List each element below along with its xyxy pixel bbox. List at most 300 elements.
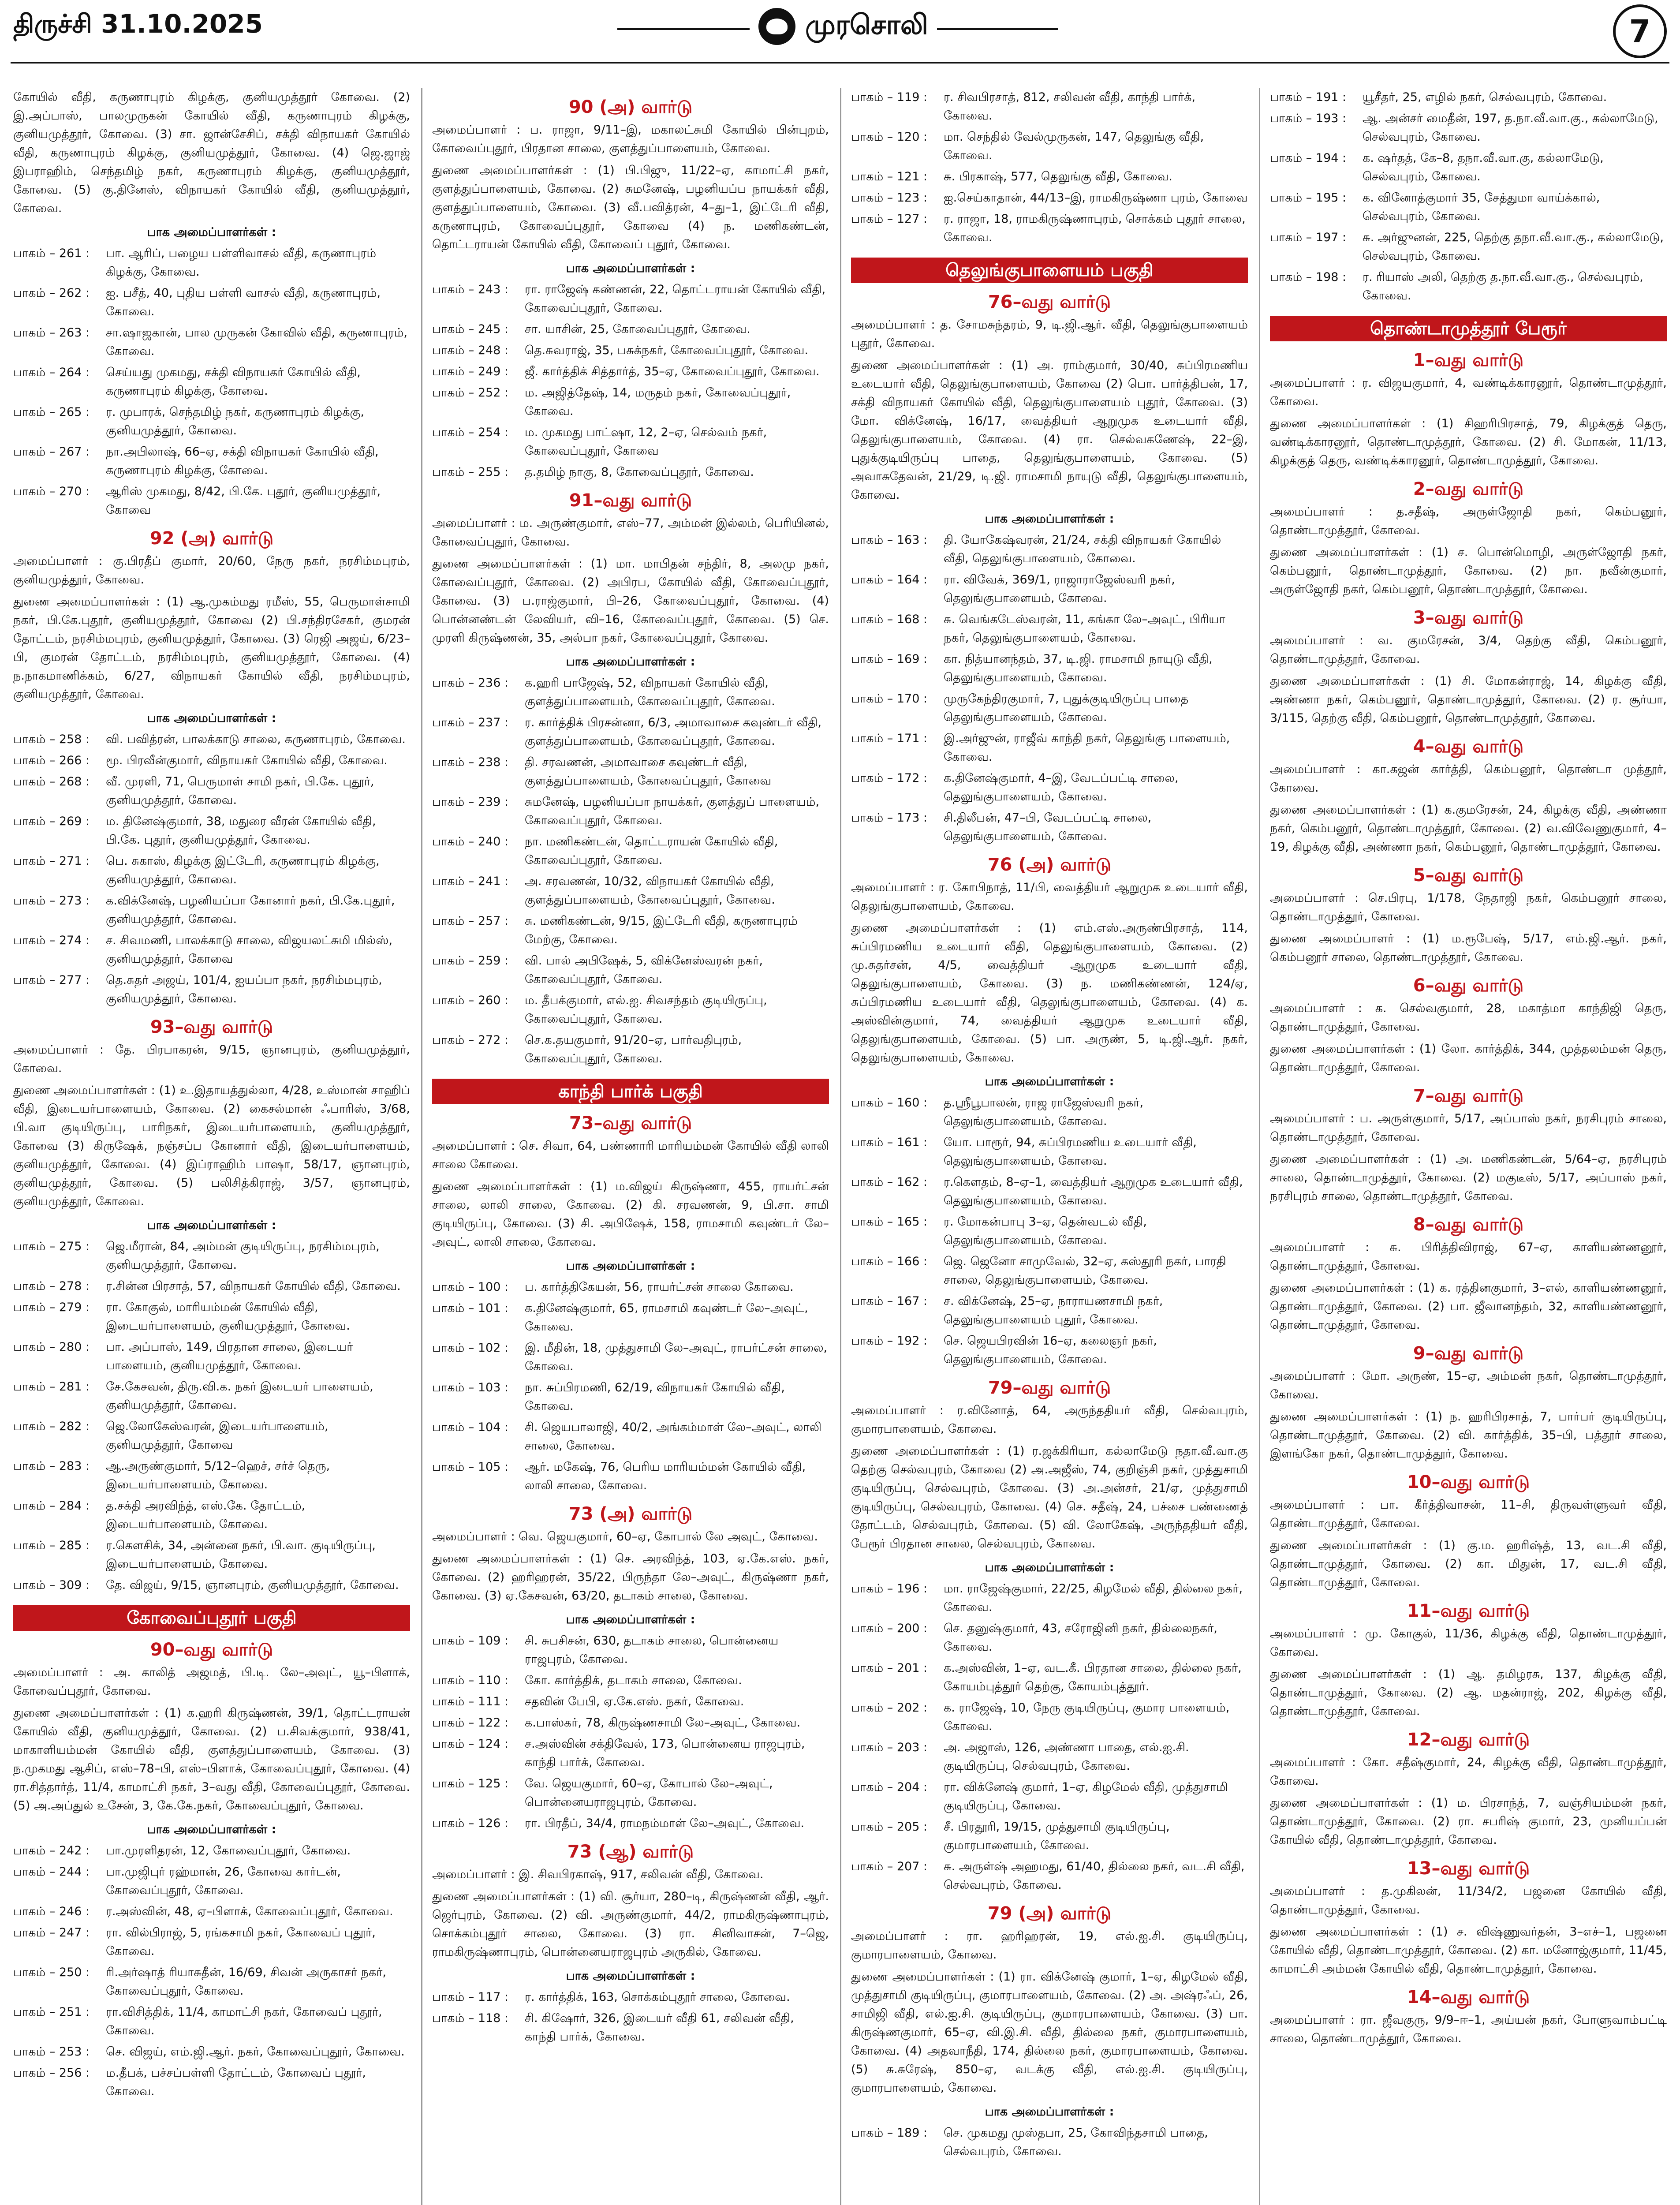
booth-organizer: க.அஸ்வின், 1–ஏ, வட.கீ. பிரதான சாலை, தில்லை நகர், கோயம்புத்தூர் தெற்கு, கோயம்புத்தூர். bbox=[944, 1661, 1242, 1693]
ward-heading: 3–வது வார்டு bbox=[1413, 608, 1524, 628]
booth-organizer: வே. ஜெயகுமார், 60–ஏ, கோபால் லே–அவுட், பொன்னையராஜபுரம், கோவை. bbox=[525, 1777, 773, 1809]
deputy-line: துணை அமைப்பாளர்கள் : (1) உ.இதாயத்துல்லா, 4/28, உஸ்மான் சாஹிப் வீதி, இடையர்பாளையம், கோவை. (2) கைசல்மான் ஃபாரிஸ், 3/68, பி.வா குடியிருப்பு, பாரிநகர், இடையர்பாளையம், குனியமுத்தூர், கோவை (3) கிருஷேக், நஞ்சப்ப கோனார் வீதி, இடையர்பாளையம், குனியமுத்தூர், கோவை. (4) இப்ராஹிம் பாஷா, 58/17, ஞானபுரம், குனியமுத்தூர், கோவை. (5) பலிசித்கிராஜ், 3/57, ஞானபுரம், குனியமுத்தூர், கோவை. bbox=[13, 1084, 410, 1208]
ward-heading: 2–வது வார்டு bbox=[1413, 479, 1524, 499]
booth-row bbox=[432, 991, 829, 1028]
booth-organizer: ர.சின்ன பிரசாத், 57, விநாயகர் கோயில் வீதி, கோவை. bbox=[106, 1279, 401, 1293]
booth-row bbox=[851, 88, 1248, 125]
booth-row bbox=[13, 2043, 410, 2061]
booth-number: பாகம் – 246 : bbox=[13, 1905, 90, 1918]
booth-number: பாகம் – 121 : bbox=[851, 170, 928, 183]
column-1 bbox=[13, 88, 410, 2205]
booth-organizer: செ. விஜய், எம்.ஜி.ஆர். நகர், கோவைப்புதூர், கோவை. bbox=[106, 2045, 405, 2059]
booth-row bbox=[851, 1580, 1248, 1617]
booth-row bbox=[13, 1338, 410, 1375]
booth-row bbox=[432, 714, 829, 751]
deputy-line: துணை அமைப்பாளர்கள் : (1) லோ. கார்த்திக், 344, முத்தலம்மன் தெரு, தொண்டாமுத்தூர், கோவை. bbox=[1270, 1042, 1667, 1074]
booth-row bbox=[432, 363, 829, 381]
deputy-line: துணை அமைப்பாளர்கள் : (1) ம. பிரசாந்த், 7, வஞ்சியம்மன் நகர், தொண்டாமுத்தூர், கோவை. (2) ரா. சபரிஷ் குமார், 23, முனியப்பன் கோயில் வீதி, தொண்டாமுத்தூர், கோவை. bbox=[1270, 1796, 1667, 1847]
organizer-line: அமைப்பாளர் : வ. குமரேசன், 3/4, தெற்கு வீதி, கெம்பனூர், தொண்டாமுத்தூர், கோவை. bbox=[1270, 634, 1667, 666]
booth-row bbox=[1270, 189, 1667, 226]
booth-number: பாகம் – 197 : bbox=[1270, 231, 1347, 244]
booth-number: பாகம் – 166 : bbox=[851, 1255, 928, 1268]
booth-number: பாகம் – 275 : bbox=[13, 1240, 90, 1253]
deputy-line: துணை அமைப்பாளர்கள் : (1) ரா. விக்னேஷ் குமார், 1–ஏ, கிழமேல் வீதி, முத்துசாமி குடியிருப்பு, குமாரபாளையம், கோவை. (2) அ. அஷ்ரஃப், 26, சாமிஜி வீதி, எல்.ஐ.சி. குடியிருப்பு, குமாரபாளையம், கோவை. (3) பா. கிருஷ்ணகுமார், 65–ஏ, வி.இ.சி. வீதி, தில்லை நகர், குமாரபாளையம், கோவை. (4) அதவாநீதி, 174, தில்லை நகர், குமாரபாளையம், கோவை. (5) சு.சுரேஷ், 850–ஏ, வடக்கு வீதி, எல்.ஐ.சி. குடியிருப்பு, குமாரபாளையம், கோவை. bbox=[851, 1970, 1248, 2095]
ward-heading: 76 (அ) வார்டு bbox=[987, 855, 1112, 875]
booth-number: பாகம் – 237 : bbox=[432, 716, 509, 729]
booth-number: பாகம் – 163 : bbox=[851, 533, 928, 547]
booth-number: பாகம் – 102 : bbox=[432, 1341, 509, 1355]
booth-number: பாகம் – 277 : bbox=[13, 973, 90, 987]
booth-row bbox=[432, 341, 829, 360]
booth-organizer: சி. சுபசிசன், 630, தடாகம் சாலை, பொன்னைய ராஜபுரம், கோவை. bbox=[525, 1634, 779, 1666]
booth-number: பாகம் – 207 : bbox=[851, 1860, 928, 1873]
booth-number: பாகம் – 266 : bbox=[13, 754, 90, 767]
booth-number: பாகம் – 254 : bbox=[432, 426, 509, 439]
booth-organizer: ர.அஸ்வின், 48, ஏ–பிளாக், கோவைப்புதூர், கோவை. bbox=[106, 1905, 393, 1918]
booth-row bbox=[13, 931, 410, 968]
booth-organizer: அ. சரவணன், 10/32, விநாயகர் கோயில் வீதி, குளத்துப்பாளையம், கோவைப்புதூர், கோவை. bbox=[525, 875, 775, 907]
booth-row bbox=[13, 244, 410, 281]
booth-organizer: க. ராஜேஷ், 10, நேரு குடியிருப்பு, குமார பாளையம், கோவை. bbox=[944, 1701, 1230, 1733]
booth-list bbox=[432, 1988, 829, 2046]
booth-organizer: தெ.சுவராஜ், 35, பசுக்நகர், கோவைப்புதூர், கோவை. bbox=[525, 344, 809, 357]
booth-heading: பாக அமைப்பாளர்கள் : bbox=[566, 1613, 695, 1626]
booth-organizer: பா.முஜிபுர் ரஹ்மான், 26, கோவை கார்டன், கோவைப்புதூர், கோவை. bbox=[106, 1865, 341, 1897]
booth-list bbox=[432, 280, 829, 482]
booth-organizer: த.சக்தி அரவிந்த், எஸ்.கே. தோட்டம், இடையர்பாளையம், கோவை. bbox=[106, 1499, 306, 1531]
booth-number: பாகம் – 201 : bbox=[851, 1661, 928, 1675]
booth-number: பாகம் – 205 : bbox=[851, 1820, 928, 1834]
booth-list bbox=[13, 244, 410, 519]
booth-row bbox=[851, 1094, 1248, 1131]
booth-number: பாகம் – 171 : bbox=[851, 732, 928, 745]
booth-number: பாகம் – 250 : bbox=[13, 1966, 90, 1979]
booth-organizer: த.ஸ்ரீபூபாலன், ராஜ ராஜேஸ்வரி நகர், தெலுங்குபாளையம், கோவை. bbox=[944, 1096, 1144, 1128]
ward-heading: 90–வது வார்டு bbox=[150, 1640, 273, 1660]
deputy-line: துணை அமைப்பாளர்கள் : (1) வி. சூர்யா, 280–டி, கிருஷ்ணன் வீதி, ஆர். ஜெர்புரம், கோவை. (2) வி. அருண்குமார், 44/2, ராமகிருஷ்ணாபுரம், சொக்கம்புதூர் சாலை, கோவை. (3) ரா. சினிவாசன், 7–ஜெ, ராமகிருஷ்ணாபுரம், பொன்னையராஜபுரம் அருகில், கோவை. bbox=[432, 1890, 829, 1959]
booth-number: பாகம் – 189 : bbox=[851, 2126, 928, 2140]
booth-organizer: தி. யோகேஷ்வரன், 21/24, சக்தி விநாயகர் கோயில் வீதி, தெலுங்குபாளையம், கோவை. bbox=[944, 533, 1221, 565]
ward-heading: 10–வது வார்டு bbox=[1407, 1472, 1530, 1492]
booth-row bbox=[432, 1418, 829, 1455]
booth-number: பாகம் – 104 : bbox=[432, 1420, 509, 1434]
booth-row bbox=[432, 912, 829, 949]
booth-organizer: சி. ஜெயபாலாஜி, 40/2, அங்கம்மாள் லே–அவுட், லாலி சாலை, கோவை. bbox=[525, 1420, 822, 1453]
booth-organizer: க. ஷர்தத், கே–8, தநா.வீ.வா.கு, கல்லாமேடு, செல்வபுரம், கோவை. bbox=[1363, 151, 1604, 183]
organizer-line: அமைப்பாளர் : ரா. ஹரிஹரன், 19, எல்.ஐ.சி. குடியிருப்பு, குமாரபாளையம், கோவை. bbox=[851, 1929, 1248, 1962]
organizer-line: அமைப்பாளர் : ம. அருண்குமார், எஸ்–77, அம்மன் இல்லம், பெரியினல், கோவைப்புதூர், கோவை. bbox=[432, 516, 829, 549]
booth-heading: பாக அமைப்பாளர்கள் : bbox=[147, 711, 276, 725]
masthead bbox=[0, 0, 1680, 66]
booth-row bbox=[432, 1379, 829, 1416]
booth-heading: பாக அமைப்பாளர்கள் : bbox=[147, 225, 276, 239]
booth-number: பாகம் – 252 : bbox=[432, 386, 509, 400]
booth-organizer: ரா. பிரதீப், 34/4, ராமநம்மாள் லே–அவுட், கோவை. bbox=[525, 1816, 805, 1830]
booth-organizer: ம. அஜித்தேஷ், 14, மருதம் நகர், கோவைப்புதூர், கோவை. bbox=[525, 386, 791, 418]
booth-number: பாகம் – 259 : bbox=[432, 954, 509, 968]
booth-organizer: தெ.சுதர் அஜய், 101/4, ஐயப்பா நகர், நரசிம்மபுரம், குனியமுத்தூர், கோவை. bbox=[106, 973, 382, 1005]
booth-number: பாகம் – 110 : bbox=[432, 1674, 509, 1687]
booth-row bbox=[432, 1031, 829, 1068]
booth-list bbox=[432, 674, 829, 1068]
organizer-line: அமைப்பாளர் : ப. ராஜா, 9/11–இ, மகாலட்சுமி கோயில் பின்புறம், கோவைப்புதூர், பிரதான சாலை, குளத்துப்பாளையம், கோவை. bbox=[432, 123, 829, 155]
booth-organizer: நா. சுப்பிரமணி, 62/19, விநாயகர் கோயில் வீதி, கோவை. bbox=[525, 1381, 785, 1413]
booth-number: பாகம் – 262 : bbox=[13, 286, 90, 300]
organizer-line: அமைப்பாளர் : ர. விஜயகுமார், 4, வண்டிக்காரனூர், தொண்டாமுத்தூர், கோவை. bbox=[1270, 376, 1667, 408]
booth-organizer: செ. தனுஷ்குமார், 43, சரோஜினி நகர், தில்லைநகர், கோவை. bbox=[944, 1622, 1217, 1654]
booth-row bbox=[13, 2003, 410, 2040]
ward-heading: 73–வது வார்டு bbox=[569, 1113, 692, 1133]
booth-organizer: ரா. கோகுல், மாரியம்மன் கோயில் வீதி, இடையர்பாளையம், குனியமுத்தூர், கோவை. bbox=[106, 1301, 350, 1333]
booth-row bbox=[432, 1458, 829, 1495]
booth-number: பாகம் – 164 : bbox=[851, 573, 928, 587]
booth-number: பாகம் – 240 : bbox=[432, 835, 509, 848]
booth-number: பாகம் – 271 : bbox=[13, 854, 90, 868]
booth-number: பாகம் – 122 : bbox=[432, 1716, 509, 1730]
booth-number: பாகம் – 268 : bbox=[13, 775, 90, 789]
booth-organizer: ம. தீபக்குமார், எல்.ஐ. சிவசந்தம் குடியிருப்பு, கோவைப்புதூர், கோவை. bbox=[525, 994, 767, 1026]
organizer-line: அமைப்பாளர் : தே. பிரபாகரன், 9/15, ஞானபுரம், குனியமுத்தூர், கோவை. bbox=[13, 1043, 410, 1075]
booth-row bbox=[432, 872, 829, 909]
booth-row bbox=[432, 320, 829, 339]
organizer-line: அமைப்பாளர் : க. செல்வகுமார், 28, மகாத்மா காந்திஜி தெரு, தொண்டாமுத்தூர், கோவை. bbox=[1270, 1002, 1667, 1034]
booth-number: பாகம் – 118 : bbox=[432, 2011, 509, 2025]
booth-row bbox=[13, 1536, 410, 1573]
booth-organizer: செய்யது முகமது, சக்தி விநாயகர் கோயில் வீதி, கருணாபுரம் கிழக்கு, கோவை. bbox=[106, 366, 361, 398]
organizer-line: அமைப்பாளர் : வெ. ஜெயகுமார், 60–ஏ, கோபால் லே அவுட், கோவை. bbox=[432, 1530, 818, 1544]
booth-row bbox=[13, 1863, 410, 1900]
booth-number: பாகம் – 123 : bbox=[851, 191, 928, 205]
booth-row bbox=[851, 729, 1248, 766]
booth-organizer: சு. அருள்ஷ் அஹமது, 61/40, தில்லை நகர், வட.சி வீதி, செல்வபுரம், கோவை. bbox=[944, 1860, 1245, 1892]
organizer-line: அமைப்பாளர் : ரா. ஜீவகுரு, 9/9–ஈ–1, அய்யன் நகர், போளுவாம்பட்டி சாலை, தொண்டாமுத்தூர், கோவை. bbox=[1270, 2013, 1667, 2045]
booth-row bbox=[13, 773, 410, 810]
organizer-line: அமைப்பாளர் : த. சோமசுந்தரம், 9, டி.ஜி.ஆர். வீதி, தெலுங்குபாளையம் புதூர், கோவை. bbox=[851, 318, 1248, 350]
booth-row bbox=[851, 1699, 1248, 1736]
deputy-line: துணை அமைப்பாளர்கள் : (1) ஆ.முகம்மது ரமீஸ், 55, பெருமாள்சாமி நகர், பி.கே.புதூர், குனியமுத்தூர், கோவை (2) பி.சந்திரசேகர், குமரன் தோட்டம், நரசிம்மபுரம், குனியமுத்தூர், கோவை. (3) ரெஜி அஜய், 6/23–பி, குமரன் தோட்டம், நரசிம்மபுரம், குனியமுத்தூர், கோவை. (4) ந.நாகமாணிக்கம், 6/27, விநாயகர் கோயில் வீதி, நரசிம்மபுரம், குனியமுத்தூர், கோவை. bbox=[13, 595, 410, 701]
deputy-line: துணை அமைப்பாளர்கள் : (1) மா. மாபிதன் சந்திர், 8, அலமு நகர், கோவைப்புதூர், கோவை. (2) அபிரப, கோயில் வீதி, கோவைப்புதூர், கோவை. (3) ப.ராஜ்குமார், பி–26, கோவைப்புதூர், கோவை. (4) பொன்னண்டன் லேவியர், வி–16, கோவைப்புதூர், கோவை. (5) செ. முரளி கிருஷ்ணன், 35, அல்பா நகர், கோவைப்புதூர், கோவை. bbox=[432, 557, 829, 645]
booth-row bbox=[851, 1738, 1248, 1775]
booth-row bbox=[13, 1497, 410, 1534]
deputy-line: துணை அமைப்பாளர்கள் : (1) அ. ராம்குமார், 30/40, சுப்பிரமணிய உடையார் வீதி, தெலுங்குபாளையம், கோவை (2) பொ. பார்த்திபன், 17, சக்தி விநாயகர் கோயில் வீதி, தெலுங்குபாளையம் புதூர், கோவை. (3) மோ. விக்னேஷ், 16/17, வைத்தியர் ஆறுமுக உடையார் வீதி, தெலுங்குபாளையம், கோவை. (4) ரா. செல்வகணேஷ், 22–இ, புதுக்குடியிருப்பு பாதை, தெலுங்குபாளையம், கோவை. (5) அவாசுதேவன், 21/29, டி.ஜி. ராமசாமி நாயுடு வீதி, தெலுங்குபாளையம், கோவை. bbox=[851, 359, 1248, 502]
booth-organizer: பா.முரளிதரன், 12, கோவைப்புதூர், கோவை. bbox=[106, 1844, 351, 1857]
deputy-line: துணை அமைப்பாளர்கள் : (1) சிஹரிபிரசாத், 79, கிழக்குத் தெரு, வண்டிக்காரனூர், தொண்டாமுத்தூர், கோவை. (2) சி. மோகன், 11/13, கிழக்குத் தெரு, வண்டிக்காரனூர், தொண்டாமுத்தூர், கோவை. bbox=[1270, 417, 1667, 467]
booth-number: பாகம் – 202 : bbox=[851, 1701, 928, 1715]
ward-heading: 91–வது வார்டு bbox=[569, 490, 692, 511]
booth-number: பாகம் – 242 : bbox=[13, 1844, 90, 1857]
booth-number: பாகம் – 161 : bbox=[851, 1136, 928, 1149]
masthead-brand bbox=[750, 8, 937, 45]
booth-list bbox=[13, 1842, 410, 2101]
booth-row bbox=[851, 571, 1248, 608]
booth-number: பாகம் – 124 : bbox=[432, 1737, 509, 1751]
booth-organizer: சு. வெங்கடேஸ்வரன், 11, கங்கா லே–அவுட், பிரியா நகர், தெலுங்குபாளையம், கோவை. bbox=[944, 613, 1225, 645]
booth-organizer: ஆ. அன்சர் மைதீன், 197, த.நா.வீ.வா.கு., கல்லாமேடு, செல்வபுரம், கோவை. bbox=[1363, 112, 1658, 144]
booth-organizer: ர.கௌசிக், 34, அன்னை நகர், பி.வா. குடியிருப்பு, இடையர்பாளையம், கோவை. bbox=[106, 1539, 376, 1571]
booth-number: பாகம் – 170 : bbox=[851, 692, 928, 706]
booth-organizer: ரா. விவேக், 369/1, ராஜாராஜேஸ்வரி நகர், தெலுங்குபாளையம், கோவை. bbox=[944, 573, 1175, 605]
booth-organizer: த.தமிழ் நாகு, 8, கோவைப்புதூர், கோவை. bbox=[525, 465, 754, 479]
booth-number: பாகம் – 269 : bbox=[13, 815, 90, 828]
ward-heading: 73 (அ) வார்டு bbox=[568, 1504, 693, 1524]
booth-number: பாகம் – 198 : bbox=[1270, 270, 1347, 284]
booth-row bbox=[432, 280, 829, 318]
booth-row bbox=[851, 2124, 1248, 2161]
booth-number: பாகம் – 103 : bbox=[432, 1381, 509, 1394]
booth-row bbox=[13, 1902, 410, 1921]
deputy-line: துணை அமைப்பாளர்கள் : (1) ர.ஜக்கிரியா, கல்லாமேடு நதா.வீ.வா.கு தெற்கு செல்வபுரம், கோவை (2) அ.அஜீஸ், 74, குறிஞ்சி நகர், முத்துசாமி குடியிருப்பு, செல்வபுரம், கோவை. (3) அ.அன்சர், 21/ஏ, முத்துசாமி குடியிருப்பு, செல்வபுரம், கோவை. (4) செ. சதீஷ், 24, பச்சை பண்ணைத் தோட்டம், செல்வபுரம், கோவை. (5) வி. லோகேஷ், அருந்ததியர் வீதி, பேரூர் பிரதான சாலை, செல்வபுரம், கோவை. bbox=[851, 1444, 1248, 1551]
paragraph: கோயில் வீதி, கருணாபுரம் கிழக்கு, குனியமுத்தூர் கோவை. (2) இ.அப்பாஸ், பாலமுருகன் கோயில் வீதி, கருணாபுரம் கிழக்கு, குனியமுத்தூர், கோவை. (3) சா. ஜான்சேசிப், சக்தி விநாயகர் கோயில் வீதி, கருணாபுரம் கிழக்கு, குனியமுத்தூர், கோவை. (4) ஜெ.ஜாஜ் இபராஹிம், செந்தமிழ் நகர், கருணாபுரம் கிழக்கு, குனியமுத்தூர், கோவை. (5) கு.தினேஸ், விநாயகர் கோயில் வீதி, குனியமுத்தூர், கோவை. bbox=[13, 90, 410, 215]
booth-heading: பாக அமைப்பாளர்கள் : bbox=[566, 655, 695, 669]
booth-organizer: க.பாஸ்கர், 78, கிருஷ்ணசாமி லே–அவுட், கோவை. bbox=[525, 1716, 801, 1730]
booth-row bbox=[851, 189, 1248, 207]
booth-organizer: க. வினோத்குமார் 35, சேத்துமா வாய்க்கால், செல்வபுரம், கோவை. bbox=[1363, 191, 1600, 223]
booth-organizer: சே.கேசவன், திரு.வி.க. நகர் இடையர் பாளையம், குனியமுத்தூர், கோவை. bbox=[106, 1380, 373, 1412]
booth-list bbox=[851, 531, 1248, 846]
booth-row bbox=[432, 1814, 829, 1833]
booth-number: பாகம் – 261 : bbox=[13, 247, 90, 260]
booth-row bbox=[432, 423, 829, 460]
deputy-line: துணை அமைப்பாளர்கள் : (1) எம்.எஸ்.அருண்பிரசாத், 114, சுப்பிரமணிய உடையார் வீதி, தெலுங்குபாளையம், கோவை. (2) மு.சுதர்சன், 4/5, வைத்தியர் ஆறுமுக உடையார் வீதி, தெலுங்குபாளையம், கோவை. (3) ந. மணிகண்ணன், 124/ஏ, சுப்பிரமணிய உடையார் வீதி, தெலுங்குபாளையம், கோவை. (4) க. அஸ்வின்குமார், 74, வைத்தியர் ஆறுமுக உடையார் வீதி, தெலுங்குபாளையம், கோவை. (5) பா. அருண், 5, டி.ஜி.ஆர். நகர், தெலுங்குபாளையம், கோவை. bbox=[851, 921, 1248, 1065]
booth-organizer: சா. யாசின், 25, கோவைப்புதூர், கோவை. bbox=[525, 322, 750, 336]
booth-row bbox=[13, 812, 410, 849]
booth-row bbox=[851, 1213, 1248, 1250]
booth-row bbox=[13, 482, 410, 519]
column-divider bbox=[421, 88, 422, 2205]
booth-number: பாகம் – 100 : bbox=[432, 1280, 509, 1294]
booth-organizer: ர. கார்த்திக் பிரசன்னா, 6/3, அமாவாசை கவுண்டர் வீதி, குளத்துப்பாளையம், கோவைப்புதூர், கோவை. bbox=[525, 716, 821, 748]
deputy-line: துணை அமைப்பாளர்கள் : (1) ஆ. தமிழரசு, 137, கிழக்கு வீதி, தொண்டாமுத்தூர், கோவை. (2) ஆ. மதன்ராஜ், 202, கிழக்கு வீதி, தொண்டாமுத்தூர், கோவை. bbox=[1270, 1667, 1667, 1718]
organizer-line: அமைப்பாளர் : அ. காலித் அஜமத், பி.டி. லே–அவுட், யூ–பிளாக், கோவைப்புதூர், கோவை. bbox=[13, 1666, 410, 1698]
booth-list bbox=[851, 1094, 1248, 1369]
booth-number: பாகம் – 279 : bbox=[13, 1301, 90, 1314]
paper-name: முரசொலி bbox=[805, 8, 928, 41]
booth-number: பாகம் – 239 : bbox=[432, 795, 509, 809]
booth-organizer: சு. பிரகாஷ், 577, தெலுங்கு வீதி, கோவை. bbox=[944, 170, 1172, 183]
booth-heading: பாக அமைப்பாளர்கள் : bbox=[147, 1823, 276, 1836]
booth-organizer: ஐ.செய்காதான், 44/13–இ, ராமகிருஷ்ணா புரம், கோவை bbox=[944, 191, 1248, 205]
booth-organizer: ர. மோகன்பாபு 3–ஏ, தென்வடல் வீதி, தெலுங்குபாளையம், கோவை. bbox=[944, 1215, 1147, 1247]
deputy-line: துணை அமைப்பாளர்கள் : (1) ச. விஷ்ணுவர்தன், 3–எச்–1, பஜனை கோயில் வீதி, தொண்டாமுத்தூர், கோவை. (2) கா. மனோஜ்குமார், 11/45, காமாட்சி அம்மன் கோயில் வீதி, தொண்டாமுத்தூர், கோவை. bbox=[1270, 1925, 1667, 1976]
booth-organizer: க.தினேஷ்குமார், 4–இ, வேடப்பட்டி சாலை, தெலுங்குபாளையம், கோவை. bbox=[944, 771, 1179, 804]
booth-row bbox=[13, 971, 410, 1008]
organizer-line: அமைப்பாளர் : செ. சிவா, 64, பண்ணாரி மாரியம்மன் கோயில் வீதி லாலி சாலை கோவை. bbox=[432, 1139, 829, 1171]
organizer-line: அமைப்பாளர் : சு. பிரித்திவிராஜ், 67–ஏ, காளியண்ணனூர், தொண்டாமுத்தூர், கோவை. bbox=[1270, 1241, 1667, 1273]
deputy-line: துணை அமைப்பாளர்கள் : (1) ம.விஜய் கிருஷ்ணா, 455, ராயர்ட்சன் சாலை, லாலி சாலை, கோவை. (2) கி. சரவணன், 9, பி.சா. சாமி குடியிருப்பு, கோவை. (3) சி. அபிஷேக், 158, ராமசாமி கவுண்டர் லே–அவுட், லாலி சாலை, கோவை. bbox=[432, 1180, 829, 1249]
booth-number: பாகம் – 244 : bbox=[13, 1865, 90, 1879]
booth-row bbox=[1270, 268, 1667, 305]
booth-organizer: முருகேந்திரகுமார், 7, புதுக்குடியிருப்பு பாதை தெலுங்குபாளையம், கோவை. bbox=[944, 692, 1189, 724]
ward-heading: 11–வது வார்டு bbox=[1407, 1601, 1530, 1621]
booth-number: பாகம் – 165 : bbox=[851, 1215, 928, 1229]
booth-row bbox=[1270, 88, 1667, 107]
booth-number: பாகம் – 168 : bbox=[851, 613, 928, 626]
booth-heading: பாக அமைப்பாளர்கள் : bbox=[985, 1561, 1114, 1574]
booth-organizer: ர. முபாரக், செந்தமிழ் நகர், கருணாபுரம் கிழக்கு, குனியமுத்தூர், கோவை. bbox=[106, 405, 364, 437]
organizer-line: அமைப்பாளர் : கா.கஜன் கார்த்தி, கெம்பனூர், தொண்டா முத்தூர், கோவை. bbox=[1270, 762, 1667, 795]
booth-organizer: ர. சிவபிரசாத், 812, சலிவன் வீதி, காந்தி பார்க், கோவை. bbox=[944, 90, 1195, 123]
booth-number: பாகம் – 273 : bbox=[13, 894, 90, 908]
booth-organizer: ஜெ.மீரான், 84, அம்மன் குடியிருப்பு, நரசிம்மபுரம், குனியமுத்தூர், கோவை. bbox=[106, 1240, 380, 1272]
booth-heading: பாக அமைப்பாளர்கள் : bbox=[566, 1259, 695, 1273]
booth-organizer: யூசீதர், 25, எழில் நகர், செல்வபுரம், கோவை. bbox=[1363, 90, 1607, 104]
column-3 bbox=[851, 88, 1248, 2205]
booth-row bbox=[432, 1714, 829, 1732]
booth-organizer: மா. ராஜேஷ்குமார், 22/25, கிழமேல் வீதி, தில்லை நகர், கோவை. bbox=[944, 1582, 1243, 1614]
booth-number: பாகம் – 238 : bbox=[432, 755, 509, 769]
ward-heading: 79 (அ) வார்டு bbox=[987, 1903, 1112, 1924]
booth-organizer: ம. தினேஷ்குமார், 38, மதுரை வீரன் கோயில் வீதி, பி.கே. புதூர், குனியமுத்தூர், கோவை. bbox=[106, 815, 376, 847]
booth-organizer: இ.அர்ஜுன், ராஜீவ் காந்தி நகர், தெலுங்கு பாளையம், கோவை. bbox=[944, 732, 1230, 764]
booth-organizer: பா. அப்பாஸ், 149, பிரதான சாலை, இடையர் பாளையம், குனியமுத்தூர், கோவை. bbox=[106, 1340, 353, 1372]
ward-heading: 92 (அ) வார்டு bbox=[149, 528, 274, 549]
booth-row bbox=[13, 284, 410, 321]
edition-dateline: திருச்சி 31.10.2025 bbox=[13, 9, 263, 39]
booth-organizer: ர. ராஜா, 18, ராமகிருஷ்ணாபுரம், சொக்கம் புதூர் சாலை, கோவை. bbox=[944, 212, 1246, 244]
booth-number: பாகம் – 162 : bbox=[851, 1175, 928, 1189]
booth-row bbox=[432, 1339, 829, 1376]
booth-row bbox=[13, 1277, 410, 1296]
booth-row bbox=[851, 1818, 1248, 1855]
booth-organizer: ம. முகமது பாட்ஷா, 12, 2–ஏ, செல்வம் நகர், கோவைப்புதூர், கோவை bbox=[525, 426, 767, 458]
booth-number: பாகம் – 241 : bbox=[432, 875, 509, 888]
deputy-line: துணை அமைப்பாளர்கள் : (1) செ. அரவிந்த், 103, ஏ.கே.எஸ். நகர், கோவை. (2) ஹரிஹரன், 35/22, பிருந்தா லே–அவுட், கிருஷ்ணா நகர், கோவை. (3) ஏ.கேசவன், 63/20, தடாகம் சாலை, கோவை. bbox=[432, 1552, 829, 1603]
booth-organizer: ரா. ராஜேஷ் கண்ணன், 22, தொட்டராயன் கோயில் வீதி, கோவைப்புதூர், கோவை. bbox=[525, 283, 826, 315]
booth-row bbox=[13, 1576, 410, 1595]
booth-organizer: மூ. பிரவீன்குமார், விநாயகர் கோயில் வீதி, கோவை. bbox=[106, 754, 388, 767]
booth-row bbox=[851, 1619, 1248, 1656]
ward-heading: 90 (அ) வார்டு bbox=[568, 97, 693, 117]
organizer-line: அமைப்பாளர் : த.சதீஷ், அருள்ஜோதி நகர், கெம்பனூர், தொண்டாமுத்தூர், கோவை. bbox=[1270, 505, 1667, 537]
booth-row bbox=[13, 443, 410, 480]
ward-heading: 12–வது வார்டு bbox=[1407, 1730, 1530, 1750]
section-banner: கோவைப்புதூர் பகுதி bbox=[13, 1605, 410, 1631]
booth-number: பாகம் – 248 : bbox=[432, 344, 509, 357]
section-banner: தெலுங்குபாளையம் பகுதி bbox=[851, 258, 1248, 283]
booth-row bbox=[851, 128, 1248, 165]
booth-number: பாகம் – 196 : bbox=[851, 1582, 928, 1596]
booth-number: பாகம் – 281 : bbox=[13, 1380, 90, 1394]
booth-row bbox=[432, 793, 829, 830]
booth-organizer: வி. பவித்ரன், பாலக்காடு சாலை, கருணாபுரம், கோவை. bbox=[106, 733, 406, 746]
booth-number: பாகம் – 194 : bbox=[1270, 151, 1347, 165]
masthead-divider bbox=[11, 62, 1669, 64]
organizer-line: அமைப்பாளர் : த.முகிலன், 11/34/2, பஜனை கோயில் வீதி, தொண்டாமுத்தூர், கோவை. bbox=[1270, 1884, 1667, 1917]
ward-heading: 93–வது வார்டு bbox=[150, 1017, 273, 1037]
booth-row bbox=[432, 1671, 829, 1690]
booth-number: பாகம் – 127 : bbox=[851, 212, 928, 226]
booth-row bbox=[13, 1457, 410, 1494]
booth-row bbox=[851, 1173, 1248, 1210]
booth-organizer: சுமனேஷ், பழனியப்பா நாயக்கர், குளத்துப் பாளையம், கோவைப்புதூர், கோவை. bbox=[525, 795, 820, 827]
booth-organizer: ரா.விசித்திக், 11/4, காமாட்சி நகர், கோவைப் புதூர், கோவை. bbox=[106, 2005, 382, 2037]
booth-row bbox=[851, 531, 1248, 568]
booth-row bbox=[851, 1857, 1248, 1895]
booth-row bbox=[851, 610, 1248, 647]
booth-heading: பாக அமைப்பாளர்கள் : bbox=[985, 2105, 1114, 2119]
booth-number: பாகம் – 285 : bbox=[13, 1539, 90, 1552]
booth-number: பாகம் – 120 : bbox=[851, 130, 928, 144]
booth-organizer: ச.அஸ்வின் சக்திவேல், 173, பொன்னைய ராஜபுரம், காந்தி பார்க், கோவை. bbox=[525, 1737, 805, 1769]
organizer-line: அமைப்பாளர் : மோ. அருண், 15–ஏ, அம்மன் நகர், தொண்டாமுத்தூர், கோவை. bbox=[1270, 1369, 1667, 1401]
booth-row bbox=[851, 1252, 1248, 1289]
section-banner: காந்தி பார்க் பகுதி bbox=[432, 1079, 829, 1104]
section-banner: தொண்டாமுத்தூர் பேரூர் bbox=[1270, 316, 1667, 341]
booth-number: பாகம் – 193 : bbox=[1270, 112, 1347, 125]
booth-organizer: தி. சரவணன், அமாவாசை கவுண்டர் வீதி, குளத்துப்பாளையம், கோவைப்புதூர், கோவை bbox=[525, 755, 772, 788]
booth-row bbox=[432, 674, 829, 711]
organizer-line: அமைப்பாளர் : ர. கோபிநாத், 11/பி, வைத்தியர் ஆறுமுக உடையார் வீதி, தெலுங்குபாளையம், கோவை. bbox=[851, 881, 1248, 913]
booth-organizer: ஜெ.லோகேஸ்வரன், இடையர்பாளையம், குனியமுத்தூர், கோவை bbox=[106, 1420, 329, 1452]
booth-organizer: க.ஹரி பாஜேஷ், 52, விநாயகர் கோயில் வீதி, குளத்துப்பாளையம், கோவைப்புதூர், கோவை. bbox=[525, 676, 775, 708]
deputy-line: துணை அமைப்பாளர்கள் : (1) க.ஹரி கிருஷ்ணன், 39/1, தொட்டராயன் கோயில் வீதி, குனியமுத்தூர், கோவை. (2) ப.சிவக்குமார், 938/41, மாகாளியம்மன் கோயில் வீதி, குளத்துப்பாளையம், கோவை. (3) ந.முகமது ஆசிப், எஸ்–78–பி, எஸ்–பிளாக், கோவைப்புதூர், கோவை. (4) ரா.சித்தார்த், 11/4, காமாட்சி நகர், 3–வது வீதி, கோவைப்புதூர், கோவை. (5) அ.அப்துல் உசேன், 3, கே.கே.நகர், கோவைப்புதூர், கோவை. bbox=[13, 1706, 410, 1813]
organizer-line: அமைப்பாளர் : கோ. சதீஷ்குமார், 24, கிழக்கு வீதி, தொண்டாமுத்தூர், கோவை. bbox=[1270, 1756, 1667, 1788]
booth-number: பாகம் – 126 : bbox=[432, 1816, 509, 1830]
booth-number: பாகம் – 111 : bbox=[432, 1695, 509, 1708]
booth-number: பாகம் – 270 : bbox=[13, 485, 90, 498]
booth-organizer: மா. செந்தில் வேல்முருகன், 147, தெலுங்கு வீதி, கோவை. bbox=[944, 130, 1204, 162]
page-number: 7 bbox=[1613, 4, 1667, 58]
booth-organizer: சு. மணிகண்டன், 9/15, இட்டேரி வீதி, கருணாபுரம் மேற்கு, கோவை. bbox=[525, 914, 798, 946]
deputy-line: துணை அமைப்பாளர்கள் : (1) கு.ம. ஹரிஷ்த், 13, வட.சி வீதி, தொண்டாமுத்தூர், கோவை. (2) கா. மிதுன், 17, வட.சி வீதி, தொண்டாமுத்தூர், கோவை. bbox=[1270, 1539, 1667, 1589]
booth-number: பாகம் – 243 : bbox=[432, 283, 509, 296]
booth-number: பாகம் – 253 : bbox=[13, 2045, 90, 2059]
booth-row bbox=[13, 363, 410, 400]
booth-number: பாகம் – 265 : bbox=[13, 405, 90, 419]
booth-list bbox=[13, 1237, 410, 1595]
booth-row bbox=[13, 324, 410, 361]
booth-number: பாகம் – 105 : bbox=[432, 1460, 509, 1474]
booth-number: பாகம் – 263 : bbox=[13, 326, 90, 340]
booth-row bbox=[851, 1133, 1248, 1170]
booth-organizer: ஜீ. கார்த்திக் சித்தார்த், 35–ஏ, கோவைப்புதூர், கோவை. bbox=[525, 365, 820, 378]
booth-organizer: சா.ஷாஜகான், பால முருகன் கோவில் வீதி, கருணாபுரம், கோவை. bbox=[106, 326, 407, 358]
booth-number: பாகம் – 101 : bbox=[432, 1301, 509, 1315]
booth-row bbox=[1270, 228, 1667, 265]
organizer-line: அமைப்பாளர் : ர.வினோத், 64, அருந்ததியர் வீதி, செல்வபுரம், குமாரபாளையம், கோவை. bbox=[851, 1404, 1248, 1436]
booth-number: பாகம் – 255 : bbox=[432, 465, 509, 479]
booth-number: பாகம் – 109 : bbox=[432, 1634, 509, 1648]
ward-heading: 76–வது வார்டு bbox=[988, 292, 1111, 312]
booth-number: பாகம் – 264 : bbox=[13, 366, 90, 379]
booth-number: பாகம் – 257 : bbox=[432, 914, 509, 928]
booth-row bbox=[432, 1988, 829, 2007]
booth-organizer: அ. அஜாஸ், 126, அண்ணா பாதை, எல்.ஐ.சி. குடியிருப்பு, செல்வபுரம், கோவை. bbox=[944, 1741, 1189, 1773]
ward-list bbox=[1270, 351, 1667, 2048]
booth-row bbox=[13, 1378, 410, 1415]
booth-organizer: வி. பால் அபிஷேக், 5, விக்னேஸ்வரன் நகர், கோவைப்புதூர், கோவை. bbox=[525, 954, 763, 986]
organizer-line: அமைப்பாளர் : பா. கீர்த்திவாசன், 11–சி, திருவள்ளுவர் வீதி, தொண்டாமுத்தூர், கோவை. bbox=[1270, 1498, 1667, 1530]
booth-heading: பாக அமைப்பாளர்கள் : bbox=[566, 262, 695, 275]
booth-number: பாகம் – 117 : bbox=[432, 1990, 509, 2004]
booth-list bbox=[851, 1580, 1248, 1895]
deputy-line: துணை அமைப்பாளர் : (1) ம.ரூபேஷ், 5/17, எம்.ஜி.ஆர். நகர், கெம்பனூர் சாலை, தொண்டாமுத்தூர், கோவை. bbox=[1270, 932, 1667, 964]
booth-number: பாகம் – 204 : bbox=[851, 1780, 928, 1794]
booth-number: பாகம் – 274 : bbox=[13, 934, 90, 947]
booth-organizer: சு. அர்ஜுனன், 225, தெற்கு தநா.வீ.வா.கு., கல்லாமேடு, செல்வபுரம், கோவை. bbox=[1363, 231, 1664, 263]
ward-heading: 7–வது வார்டு bbox=[1413, 1086, 1524, 1106]
booth-heading: பாக அமைப்பாளர்கள் : bbox=[566, 1969, 695, 1983]
booth-row bbox=[13, 1842, 410, 1860]
booth-row bbox=[432, 1775, 829, 1812]
booth-number: பாகம் – 309 : bbox=[13, 1578, 90, 1592]
booth-organizer: ஜெ. ஜெனோ சாமுவேல், 32–ஏ, கஸ்தூரி நகர், பாரதி சாலை, தெலுங்குபாளையம், கோவை. bbox=[944, 1255, 1226, 1287]
booth-list bbox=[1270, 88, 1667, 305]
organizer-line: அமைப்பாளர் : இ. சிவபிரகாஷ், 917, சலிவன் வீதி, கோவை. bbox=[432, 1868, 764, 1881]
booth-row bbox=[851, 168, 1248, 186]
booth-row bbox=[13, 2064, 410, 2101]
column-4 bbox=[1270, 88, 1667, 2205]
